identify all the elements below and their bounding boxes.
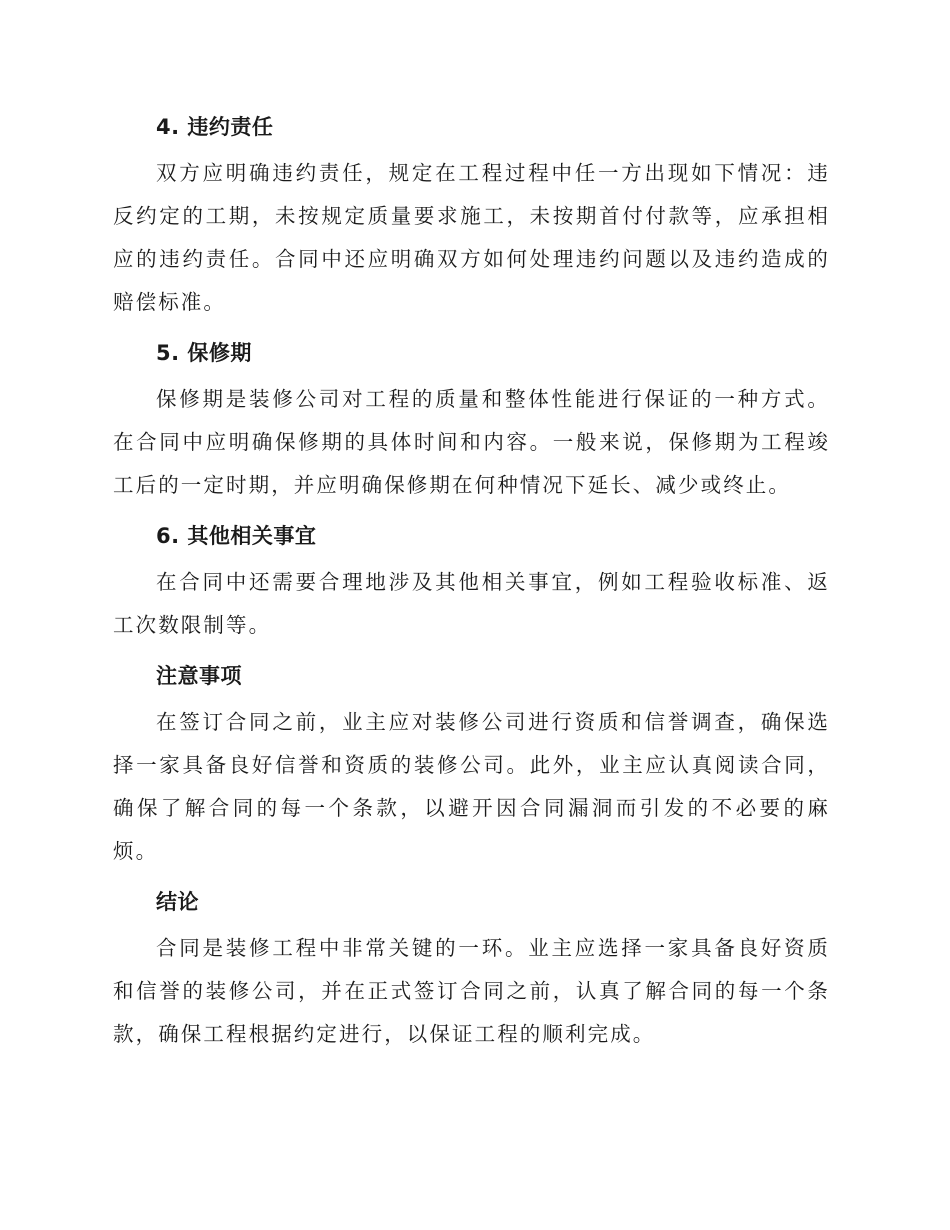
section-heading: 5. 保修期 <box>156 341 252 365</box>
section-warranty-period <box>113 334 830 507</box>
section-paragraph: 在合同中还需要合理地涉及其他相关事宜，例如工程验收标准、返工次数限制等。 <box>113 570 830 637</box>
section-precautions <box>113 657 830 873</box>
section-heading: 4. 违约责任 <box>156 115 274 139</box>
section-paragraph: 在签订合同之前，业主应对装修公司进行资质和信誉调查，确保选择一家具备良好信誉和资质的装修公司。此外，业主应认真阅读合同，确保了解合同的每一个条款，以避开因合同漏洞而引发的不必要的麻烦。 <box>113 710 830 863</box>
section-paragraph: 双方应明确违约责任，规定在工程过程中任一方出现如下情况：违反约定的工期，未按规定质量要求施工，未按期首付付款等，应承担相应的违约责任。合同中还应明确双方如何处理违约问题以及违约造成的赔偿标准。 <box>113 161 830 314</box>
section-other-matters <box>113 517 830 647</box>
section-paragraph: 保修期是装修公司对工程的质量和整体性能进行保证的一种方式。在合同中应明确保修期的具体时间和内容。一般来说，保修期为工程竣工后的一定时期，并应明确保修期在何种情况下延长、减少或终止。 <box>113 387 830 497</box>
document-page <box>113 108 830 1066</box>
section-breach-liability <box>113 108 830 324</box>
section-heading: 注意事项 <box>156 664 242 688</box>
section-heading: 6. 其他相关事宜 <box>156 524 317 548</box>
section-conclusion <box>113 883 830 1056</box>
section-paragraph: 合同是装修工程中非常关键的一环。业主应选择一家具备良好资质和信誉的装修公司，并在正式签订合同之前，认真了解合同的每一个条款，确保工程根据约定进行，以保证工程的顺利完成。 <box>113 936 830 1046</box>
section-heading: 结论 <box>156 890 199 914</box>
